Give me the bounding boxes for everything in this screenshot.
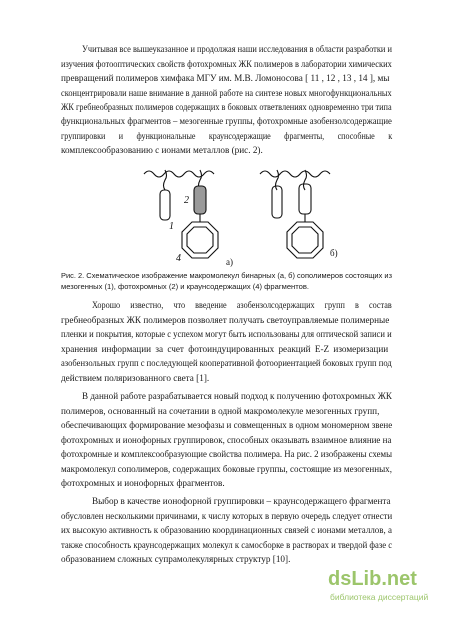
text-line: действием поляризованного света [1]. <box>61 373 210 383</box>
watermark-subtitle: библиотека диссертаций <box>330 592 429 602</box>
spacer-b-1 <box>276 170 279 190</box>
photochrome-rod-a <box>194 186 206 214</box>
mesogen-rod-a <box>160 190 170 220</box>
text-line: также способность краунсодержащих молекул к самосборке в растворах и твердой фазе с <box>61 540 393 550</box>
text-line: превращений полимеров химфака МГУ им. М.В. Ломоносова [ 11 , 12 , 13 , 14 ], мы <box>61 73 390 83</box>
text-line: сконцентрировали наше внимание в данной работе на синтезе новых многофункциональных <box>61 88 392 98</box>
figure-label-2: 2 <box>184 195 189 206</box>
figure-macromolecule-scheme <box>140 162 340 274</box>
text-line: азобензольных групп с последующей кооперативной фотоориентацией боковых групп под <box>61 358 392 368</box>
text-line: гребнеобразных ЖК полимеров позволяет получать светоуправляемые полимерные <box>61 315 390 325</box>
text-line: функциональных фрагментов – мезогенные группы, фотохромные азобензолсодержащие <box>61 116 392 126</box>
figure-sublabel-a: а) <box>226 257 233 267</box>
photochrome-rod-b <box>299 184 311 214</box>
text-line: Учитывая все вышеуказанное и продолжая наши исследования в области разработки и <box>82 44 392 54</box>
text-line: комплексообразованию с ионами металлов (рис. 2). <box>61 145 263 155</box>
caption-line: Рис. 2. Схематическое изображение макромолекул бинарных (а, б) сополимеров состоящих из <box>61 271 392 280</box>
text-line: пленки и покрытия, которые с успехом могут быть использованы для оптической записи и <box>61 329 392 339</box>
figure-drawing <box>140 162 340 274</box>
text-line: изучения фотооптических свойств фотохромных ЖК полимеров в лаборатории химических <box>61 59 392 69</box>
polymer-backbone-a <box>144 171 214 177</box>
text-line: их высокую активность к образованию координационных связей с ионами металлов, а <box>61 525 392 535</box>
polymer-backbone-b <box>260 171 330 177</box>
crown-ring-inner-a <box>187 227 213 253</box>
text-line: Хорошо известно, что введение азобензолсодержащих групп в состав <box>92 300 392 310</box>
text-line: группировки и функциональные краунсодержащие фрагменты, способные к <box>61 131 393 141</box>
text-line: обеспечивающих формирование мезофазы и совмещенных в одном мономерном звене <box>61 420 393 430</box>
text-line: фотохромных и ионофорных группировок, способных оказывать взаимное влияние на <box>61 435 392 445</box>
mesogen-rod-b <box>272 186 282 218</box>
figure-label-4: 4 <box>176 253 181 264</box>
text-line: фотохромных и ионофорных фрагментов. <box>61 478 225 488</box>
text-line: полимеров, основанный на сочетании в одной макромолекуле мезогенных групп, <box>61 406 380 416</box>
text-line: хранения информации за счет фотоиндуцированных реакций E-Z изомеризации <box>61 344 389 354</box>
text-line: фотохромные и комплексообразующие свойства полимера. На рис. 2 изображены схемы <box>61 449 393 459</box>
watermark <box>328 568 440 610</box>
text-line: Выбор в качестве ионофорной группировки – краунсодержащего фрагмента <box>92 496 391 506</box>
text-line: макромолекул сополимеров, содержащих боковые группы, состоящие из мезогенных, <box>61 464 392 474</box>
text-line: образованием сложных супрамолекулярных структур [10]. <box>61 554 291 564</box>
crown-ring-inner-b <box>292 227 318 253</box>
text-line: обусловлен несколькими причинами, к числу которых в первую очередь следует отнести <box>61 511 393 521</box>
text-line: В данной работе разрабатывается новый подход к получению фотохромных ЖК <box>82 391 392 401</box>
figure-sublabel-b: б) <box>330 248 338 258</box>
caption-line: мезогенных (1), фотохромных (2) и краунсодержащих (4) фрагментов. <box>61 282 310 291</box>
spacer-b-2 <box>304 170 307 190</box>
figure-label-1: 1 <box>169 221 174 232</box>
text-line: ЖК гребнеобразных полимеров содержащих в боковых ответвлениях одновременно три типа <box>61 102 392 112</box>
watermark-logo: dsLib.net <box>328 568 417 590</box>
